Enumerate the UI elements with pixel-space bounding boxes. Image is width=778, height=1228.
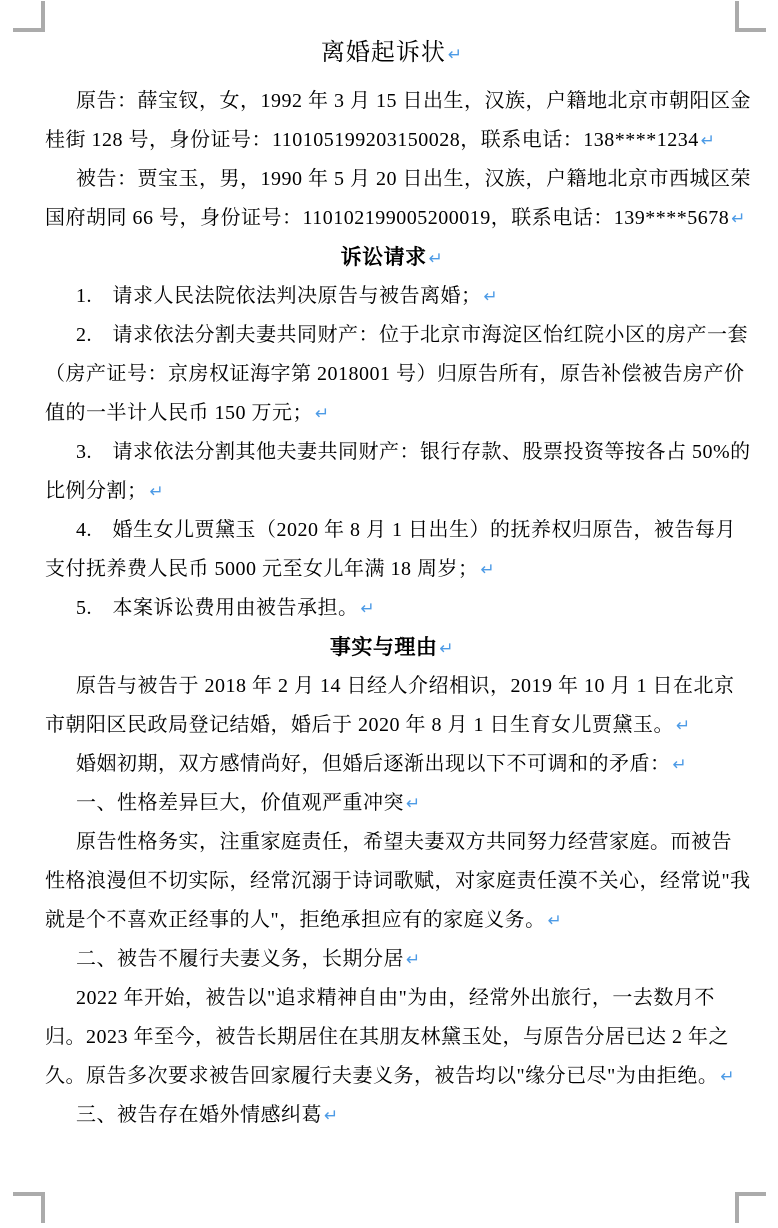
paragraph-mark-icon: ↵ <box>480 560 496 580</box>
text-line[interactable] <box>45 901 739 940</box>
paragraph-mark-icon: ↵ <box>315 404 330 424</box>
text-line[interactable] <box>45 1018 739 1057</box>
paragraph-mark-icon: ↵ <box>149 482 165 502</box>
line-text: 支付抚养费人民币 5000 元至女儿年满 18 周岁； <box>45 558 479 580</box>
paragraph-mark-icon: ↵ <box>324 1106 339 1126</box>
line-text: 离婚起诉状 <box>320 40 446 66</box>
line-text: 诉讼请求 <box>340 245 427 269</box>
paragraph-mark-icon: ↵ <box>483 287 499 307</box>
document-content[interactable] <box>45 30 751 1135</box>
section-heading <box>45 628 739 667</box>
text-line[interactable] <box>45 30 739 76</box>
paragraph-mark-icon: ↵ <box>447 45 464 65</box>
paragraph <box>45 82 751 160</box>
text-line[interactable] <box>45 316 748 355</box>
text-line[interactable] <box>45 667 739 706</box>
text-line[interactable] <box>45 628 739 667</box>
text-line[interactable] <box>45 1057 739 1096</box>
line-text: 就是个不喜欢正经事的人"，拒绝承担应有的家庭义务。 <box>45 909 546 931</box>
numbered-item <box>45 433 751 511</box>
line-text: 桂街 128 号，身份证号：110105199203150028，联系电话：138****1234 <box>45 129 699 151</box>
line-text: 1. 请求人民法院依法判决原告与被告离婚； <box>76 285 482 307</box>
paragraph <box>45 784 739 823</box>
paragraph <box>45 160 751 238</box>
paragraph-mark-icon: ↵ <box>547 911 563 931</box>
line-text: 原告与被告于 2018 年 2 月 14 日经人介绍相识，2019 年 10 月 1 日在北京 <box>76 675 735 697</box>
crop-mark-bar <box>13 28 45 32</box>
line-text: 市朝阳区民政局登记结婚，婚后于 2020 年 8 月 1 日生育女儿贾黛玉。 <box>45 714 674 736</box>
line-text: 二、被告不履行夫妻义务，长期分居 <box>76 948 404 970</box>
crop-mark-bar <box>735 1192 766 1196</box>
section-heading <box>45 238 739 277</box>
line-text: 原告：薛宝钗，女，1992 年 3 月 15 日出生，汉族，户籍地北京市朝阳区金 <box>76 90 751 112</box>
line-text: 国府胡同 66 号，身份证号：110102199005200019，联系电话：139****5678 <box>45 207 730 229</box>
crop-mark-bar <box>735 1192 739 1223</box>
paragraph-mark-icon: ↵ <box>676 716 691 736</box>
paragraph-mark-icon: ↵ <box>700 131 716 151</box>
paragraph <box>45 1096 739 1135</box>
paragraph-mark-icon: ↵ <box>360 599 376 619</box>
line-text: 原告性格务实，注重家庭责任，希望夫妻双方共同努力经营家庭。而被告 <box>76 831 732 853</box>
numbered-item <box>45 589 739 628</box>
paragraph-mark-icon: ↵ <box>406 950 421 970</box>
line-text: 3. 请求依法分割其他夫妻共同财产：银行存款、股票投资等按各占 50%的 <box>76 441 751 463</box>
line-text: 比例分割； <box>45 480 148 502</box>
line-text: 久。原告多次要求被告回家履行夫妻义务，被告均以"缘分已尽"为由拒绝。 <box>45 1065 719 1087</box>
line-text: 归。2023 年至今，被告长期居住在其朋友林黛玉处，与原告分居已达 2 年之 <box>45 1026 729 1048</box>
paragraph <box>45 667 739 745</box>
text-line[interactable] <box>45 550 739 589</box>
paragraph-mark-icon: ↵ <box>439 639 455 659</box>
paragraph <box>45 745 739 784</box>
text-line[interactable] <box>45 979 739 1018</box>
text-line[interactable] <box>45 784 739 823</box>
paragraph <box>45 823 751 940</box>
line-text: （房产证号：京房权证海字第 2018001 号）归原告所有，原告补偿被告房产价 <box>45 363 745 385</box>
line-text: 婚姻初期，双方感情尚好，但婚后逐渐出现以下不可调和的矛盾： <box>76 753 671 775</box>
line-text: 事实与理由 <box>329 635 438 659</box>
line-text: 值的一半计人民币 150 万元； <box>45 402 313 424</box>
line-text: 被告：贾宝玉，男，1990 年 5 月 20 日出生，汉族，户籍地北京市西城区荣 <box>76 168 751 190</box>
text-line[interactable] <box>45 199 747 238</box>
numbered-item <box>45 316 748 433</box>
text-line[interactable] <box>45 1096 739 1135</box>
paragraph-mark-icon: ↵ <box>428 249 444 269</box>
text-line[interactable] <box>45 121 739 160</box>
paragraph-mark-icon: ↵ <box>731 209 747 229</box>
text-line[interactable] <box>45 745 739 784</box>
line-text: 5. 本案诉讼费用由被告承担。 <box>76 597 359 619</box>
text-line[interactable] <box>45 394 739 433</box>
numbered-item <box>45 511 739 589</box>
text-line[interactable] <box>45 940 739 979</box>
text-line[interactable] <box>45 433 751 472</box>
line-text: 2. 请求依法分割夫妻共同财产：位于北京市海淀区怡红院小区的房产一套 <box>76 324 748 346</box>
text-line[interactable] <box>45 238 739 277</box>
paragraph-mark-icon: ↵ <box>720 1067 736 1087</box>
text-line[interactable] <box>45 589 739 628</box>
text-line[interactable] <box>45 277 739 316</box>
crop-mark-bar <box>735 28 766 32</box>
line-text: 4. 婚生女儿贾黛玉（2020 年 8 月 1 日出生）的抚养权归原告，被告每月 <box>76 519 736 541</box>
line-text: 三、被告存在婚外情感纠葛 <box>76 1104 322 1126</box>
text-line[interactable] <box>45 706 739 745</box>
line-text: 2022 年开始，被告以"追求精神自由"为由，经常外出旅行，一去数月不 <box>76 987 715 1009</box>
text-line[interactable] <box>45 82 751 121</box>
paragraph <box>45 940 739 979</box>
line-text: 性格浪漫但不切实际，经常沉溺于诗词歌赋，对家庭责任漠不关心，经常说"我 <box>45 870 751 892</box>
text-line[interactable] <box>45 823 739 862</box>
paragraph-mark-icon: ↵ <box>672 755 688 775</box>
crop-mark-bar <box>41 1192 45 1223</box>
paragraph-mark-icon: ↵ <box>406 794 421 814</box>
text-line[interactable] <box>45 862 751 901</box>
numbered-item <box>45 277 739 316</box>
paragraph <box>45 979 739 1096</box>
line-text: 一、性格差异巨大，价值观严重冲突 <box>76 792 404 814</box>
text-line[interactable] <box>45 355 745 394</box>
text-line[interactable] <box>45 472 739 511</box>
text-line[interactable] <box>45 511 739 550</box>
text-line[interactable] <box>45 160 751 199</box>
document-title <box>45 30 739 76</box>
